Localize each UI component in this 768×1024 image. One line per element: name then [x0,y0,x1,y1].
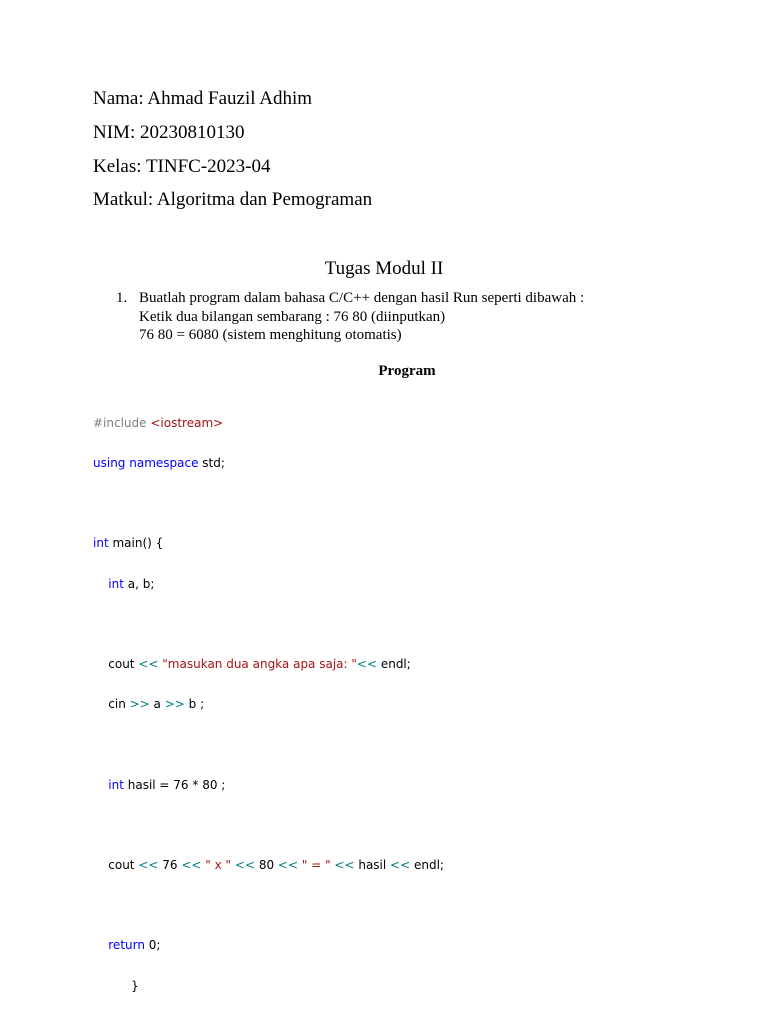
code-line [93,578,444,591]
code-preprocessor: #include [93,415,147,430]
code-string: "masukan dua angka apa saja: " [162,657,357,672]
code-text: std; [198,456,225,471]
student-class: Kelas: TINFC-2023-04 [93,156,271,177]
code-text: endl; [410,858,444,873]
code-string: " = " [301,858,331,873]
code-operator: << [334,858,355,873]
code-blank-line [93,738,444,751]
course-name: Matkul: Algoritma dan Pemograman [93,189,373,210]
code-operator: >> [129,697,150,712]
code-line [93,658,444,671]
code-text: 76 [158,858,182,873]
task-description [139,289,584,345]
code-line [93,779,444,792]
code-library: <iostream> [150,415,224,430]
code-operator: << [277,858,299,873]
code-keyword: return [108,938,145,953]
program-heading: Program [378,363,436,379]
code-line [93,537,444,550]
code-text: cin [108,697,130,712]
code-keyword: int [108,576,124,591]
code-text: endl; [377,657,411,672]
code-closing-brace: } [131,978,139,993]
code-line [93,698,444,711]
code-operator: << [138,657,159,672]
code-operator: << [234,858,256,873]
code-text: hasil = 76 * 80 ; [123,777,226,792]
code-block [93,390,444,1020]
code-operator: << [138,858,159,873]
code-text: a [149,697,165,712]
code-blank-line [93,899,444,912]
task-line: Ketik dua bilangan sembarang : 76 80 (diinputkan) [139,308,446,325]
code-text: b ; [184,697,205,712]
code-text: cout [108,858,139,873]
document-title: Tugas Modul II [324,258,444,279]
code-text: 0; [144,938,161,953]
code-blank-line [93,819,444,832]
code-keyword: using namespace [93,456,199,471]
student-name: Nama: Ahmad Fauzil Adhim [93,88,313,109]
code-operator: << [356,657,378,672]
code-text: hasil [354,858,391,873]
task-number: 1. [116,290,128,306]
code-line [93,859,444,872]
code-operator: << [390,858,411,873]
code-blank-line [93,497,444,510]
code-line [93,980,444,993]
task-line: Buatlah program dalam bahasa C/C++ dengan hasil Run seperti dibawah : [139,290,585,306]
code-text: a, b; [123,576,155,591]
code-text: main() { [108,536,164,551]
code-keyword: int [108,777,124,792]
code-string: " x " [205,858,232,873]
code-operator: >> [164,697,185,712]
task-line: 76 80 = 6080 (sistem menghitung otomatis) [139,327,402,343]
code-line [93,939,444,952]
code-operator: << [181,858,202,873]
code-text: cout [108,657,139,672]
code-keyword: int [93,536,109,551]
student-nim: NIM: 20230810130 [93,122,245,143]
code-blank-line [93,618,444,631]
code-line [93,457,444,470]
code-line [93,417,444,430]
code-text: 80 [255,858,278,873]
